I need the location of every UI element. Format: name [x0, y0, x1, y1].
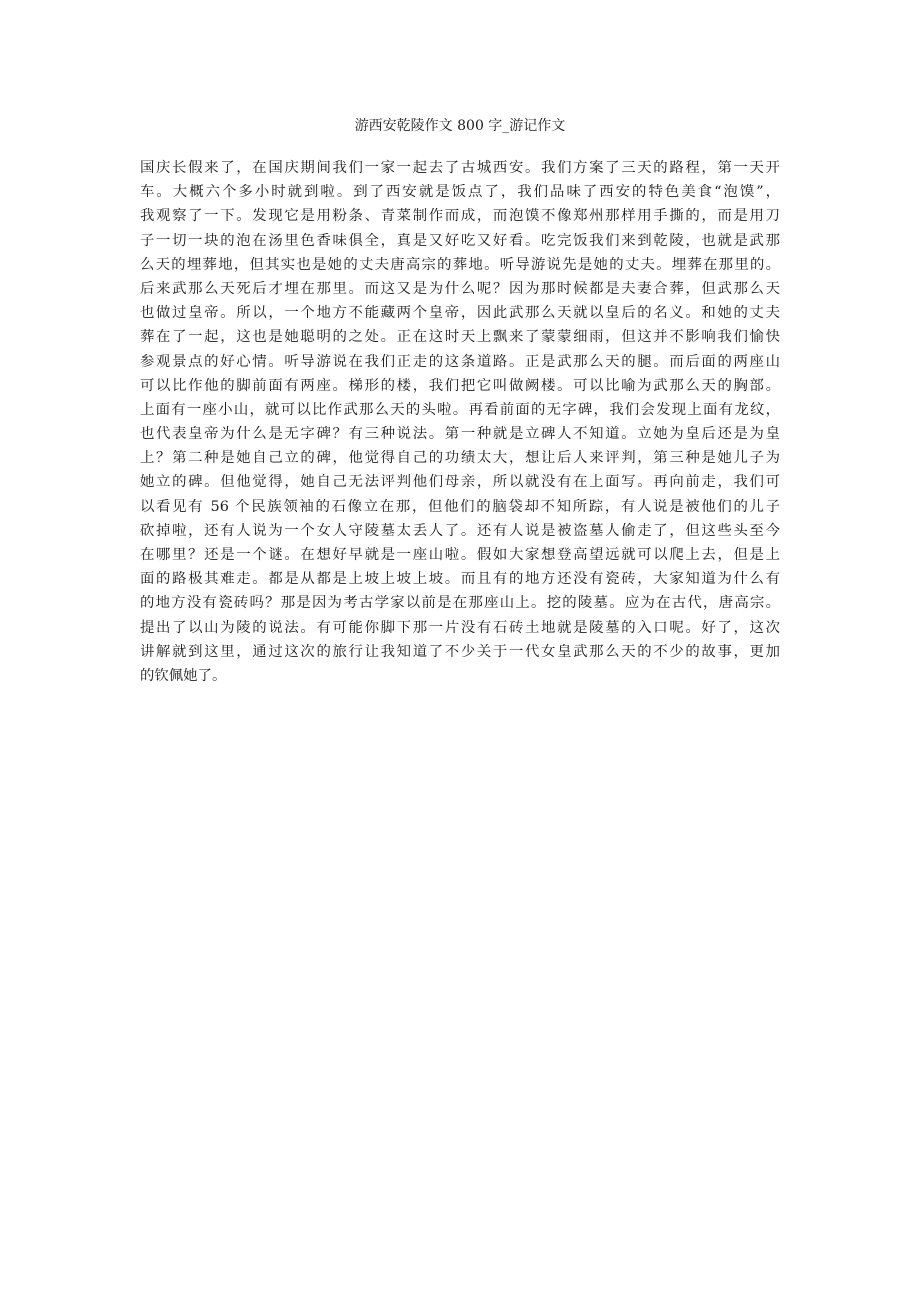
text-line: 也做过皇帝。所以，一个地方不能藏两个皇帝，因此武那么天就以皇后的名义。和她的丈夫 [140, 305, 780, 322]
document-title: 游西安乾陵作文 800 字_游记作文 [354, 118, 566, 134]
text-line: 我观察了一下。发现它是用粉条、青菜制作而成，而泡馍不像郑州那样用手撕的，而是用刀 [140, 208, 780, 225]
text-line: 上？第二种是她自己立的碑，他觉得自己的功绩太大，想让后人来评判，第三种是她儿子为 [140, 450, 780, 467]
text-line: 参观景点的好心情。听导游说在我们正走的这条道路。正是武那么天的腿。而后面的两座山 [140, 353, 780, 370]
text-line: 她立的碑。但他觉得，她自己无法评判他们母亲，所以就没有在上面写。再向前走，我们可 [140, 474, 780, 491]
essay-body [140, 156, 780, 688]
text-line: 国庆长假来了，在国庆期间我们一家一起去了古城西安。我们方案了三天的路程，第一天开 [140, 160, 780, 176]
text-line: 么天的埋葬地，但其实也是她的丈夫唐高宗的葬地。听导游说先是她的丈夫。埋葬在那里的。 [140, 256, 780, 273]
text-line: 葬在了一起，这也是她聪明的之处。正在这时天上飘来了蒙蒙细雨，但这并不影响我们愉快 [140, 329, 780, 346]
text-line: 砍掉啦，还有人说为一个女人守陵墓太丢人了。还有人说是被盗墓人偷走了，但这些头至今 [140, 522, 780, 539]
text-line: 子一切一块的泡在汤里色香味俱全，真是又好吃又好看。吃完饭我们来到乾陵，也就是武那 [140, 232, 780, 249]
text-line: 上面有一座小山，就可以比作武那么天的头啦。再看前面的无字碑，我们会发现上面有龙纹， [140, 401, 780, 418]
text-line: 在哪里？还是一个谜。在想好早就是一座山啦。假如大家想登高望远就可以爬上去，但是上 [140, 547, 780, 563]
text-line: 讲解就到这里，通过这次的旅行让我知道了不少关于一代女皇武那么天的不少的故事，更加 [140, 643, 780, 660]
text-line: 面的路极其难走。都是从都是上坡上坡上坡。而且有的地方还没有瓷砖，大家知道为什么有 [140, 571, 780, 588]
text-line: 的钦佩她了。 [140, 667, 227, 684]
text-line: 提出了以山为陵的说法。有可能你脚下那一片没有石砖土地就是陵墓的入口呢。好了，这次 [140, 619, 780, 636]
text-line: 以看见有 56 个民族领袖的石像立在那，但他们的脑袋却不知所踪，有人说是被他们的儿子 [140, 498, 780, 515]
text-line: 可以比作他的脚前面有两座。梯形的楼，我们把它叫做阙楼。可以比喻为武那么天的胸部。 [140, 377, 780, 394]
text-line: 也代表皇帝为什么是无字碑？有三种说法。第一种就是立碑人不知道。立她为皇后还是为皇 [140, 426, 780, 443]
text-line: 车。大概六个多小时就到啦。到了西安就是饭点了，我们品味了西安的特色美食“泡馍”， [140, 184, 780, 201]
text-line: 的地方没有瓷砖吗？那是因为考古学家以前是在那座山上。挖的陵墓。应为在古代，唐高宗。 [140, 595, 780, 612]
text-line: 后来武那么天死后才埋在那里。而这又是为什么呢？因为那时候都是夫妻合葬，但武那么天 [140, 280, 780, 297]
